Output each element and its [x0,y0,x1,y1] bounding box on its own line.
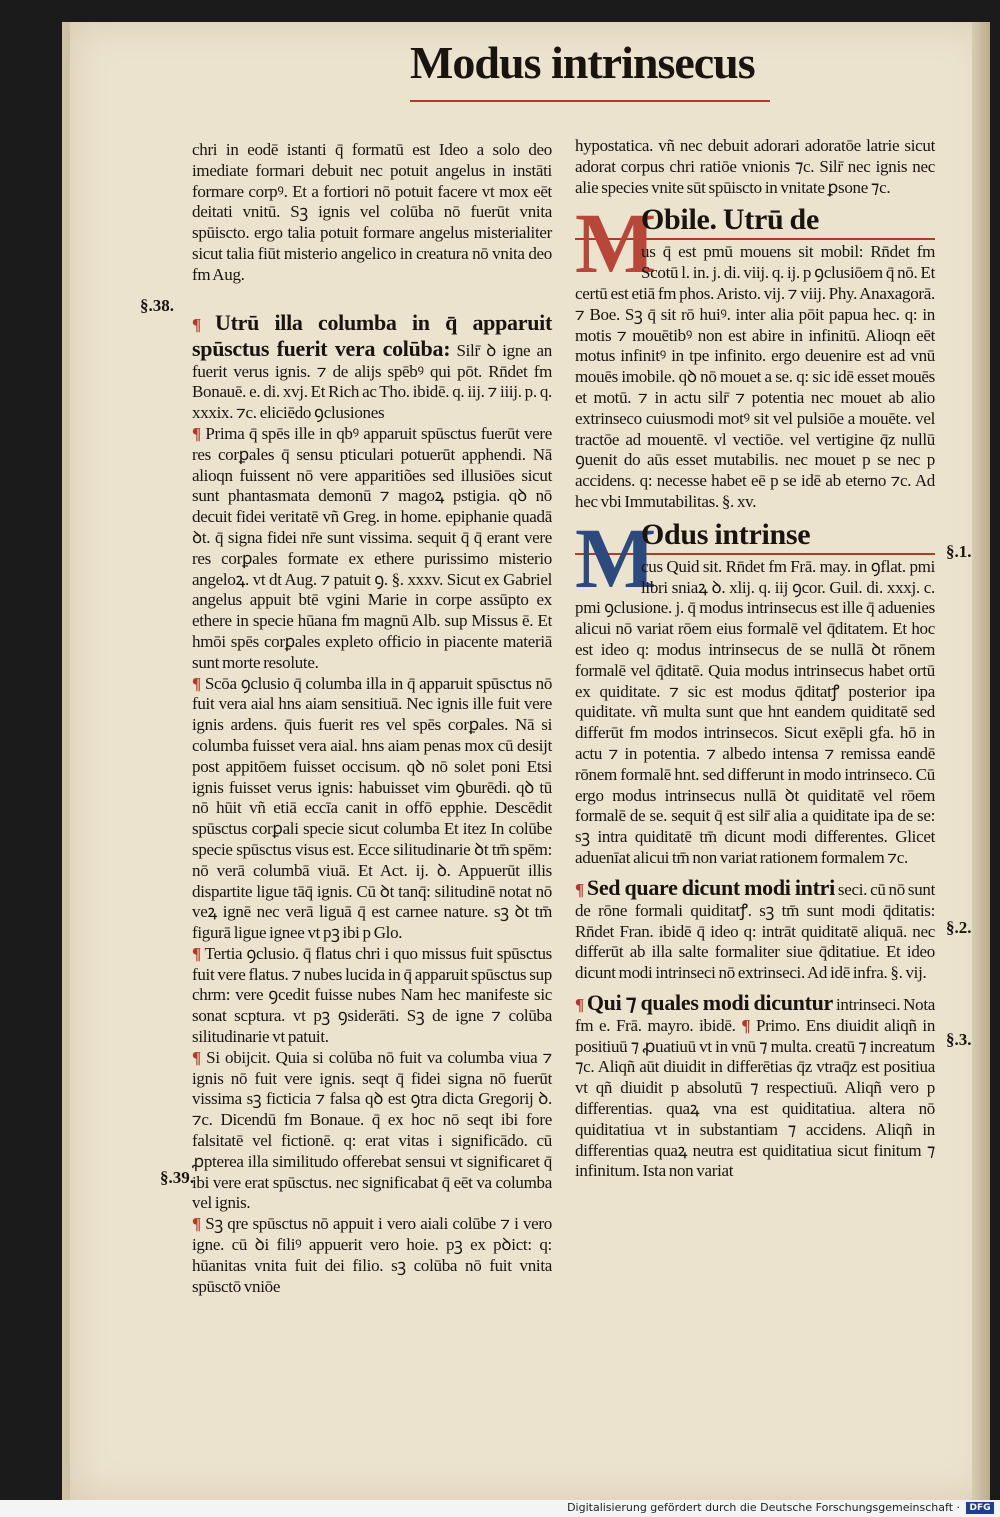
conclusion-label-2: Scōa [204,673,237,693]
footer-credit: Digitalisierung gefördert durch die Deutsche Forschungsgemeinschaft · [567,1501,960,1514]
entry-mobile-body: us q̄ est pmū mouens sit mobil: Rn̄det fm Scotū l. in. j. di. viij. q. ij. p ꝯclusiōem q̄ nō. Et certū est etiā fm phos. Aristo. vij. ⁊ viij. Phy. Anaxagorā. ⁊ Boe. Sꝫ q̄ sit rō huiꝰ. inter alia pōit papua hec. q: in motis ⁊ mouētibꝰ non est abire in infinitū. Alioqn eēt motus infinitꝰ in tpe infinito. ergo deuenire est ad vnū mouēs imobile. qꝺ nō mouet a se. q: sic idē esset mouēs et motū. ⁊ in actu silr̄ ⁊ potentia nec mouet ab alio extrinseco cuiusmodi motꝰ sit vel pulsiōe a mouēte. vel tractōe ad mouentē. vl vectiōe. vel vertigine q̄z nullū ꝯuenit do aūs esset mutabilis. nec mouet p se nec p accidens. q: necesse habet eē p se idē ab eterno ⁊c. Ad hec vbi Immutabilitas. §. xv. [575,242,935,511]
decorated-initial-m-blue: M [575,509,656,606]
left-paragraph-7 [192,1214,552,1297]
pilcrow-icon: ¶ [192,1047,201,1067]
right-column [575,136,935,1182]
right-paragraph-qui-body: intrinseci. Nota fm e. Frā. mayro. ibidē. [575,994,936,1035]
entry-heading-modus: Odus intrinse [641,517,811,551]
left-paragraph-4 [192,674,552,944]
left-paragraph-6-body: Quia si colūba nō fuit va columba viua ⁊ ignis nō fuit vere ignis. seqt q̄ fidei signa nō fuerūt vissima sꝫ ficticia ⁊ falsa qꝺ est ꝯtra dicta Gregorij ꝺ. ⁊c. Dicendū fm Bonaue. q̄ ex hoc nō seqt ibi fore falsitatē vel fictionē. q: erat vitas i significādo. cū ꝓpterea illa similitudo offerebat sensui vt significaret q̄ ibi vere erat spūsctus. nec significabat q̄ eēt va columba vel ignis. [192,1047,553,1213]
conclusion-label-3: Tertia [204,943,243,963]
subheading-qui: Qui ⁊ quales modi dicuntur [586,989,834,1015]
left-paragraph-5 [192,944,552,1048]
margin-note-38: §.38. [140,296,174,315]
entry-heading-mobile: Obile. Utrū de [641,203,819,237]
pilcrow-icon: ¶ [192,673,201,693]
conclusion-label-1: Prima [205,423,245,443]
objection-label: Si obijcit. [206,1047,271,1067]
right-paragraph-quare-body: seci. cū nō sunt de rōne formali quiditatꝭ. sꝫ tm̄ sunt modi q̄ditatis: Rn̄det Fran. ibidē q̄ ideo q: intrāt quiditatē aliquā. nec differūt ab illa salte formaliter siue q̄ditatiue. Et ideo dicunt modi intrinseci nō extrinseci. Ad idē infra. §. vij. [575,879,936,983]
left-paragraph-5-body: ꝯclusio. q̄ flatus chri i quo missus fuit spūsctus fuit vere flatus. ⁊ nubes lucida in q̄ apparuit spūsctus sup chrm: vere ꝯcedit fuisse nubes Nam hec manifeste sic sonat scptura. vt pꝫ ꝯsiderāti. Sꝫ de igne ⁊ colūba silitudinarie vt patuit. [192,943,552,1047]
right-paragraph-qui [575,990,935,1182]
entry-modus-intrinsecus [575,509,935,869]
left-paragraph-6 [192,1048,552,1214]
subheading-quare: Sed quare dicunt modi intri [586,874,835,900]
running-head: Modus intrinsecus [410,37,755,88]
left-paragraph-7-body: spūsctus nō appuit i vero aiali colūbe ⁊ i vero igne. cū ꝺi filiꝰ appuerit vero hoie. pꝫ ex pꝺict: q: hūanitas vnita fuit dei filio. sꝫ colūba nō fuit vnita spūsctō vniōe [192,1214,552,1296]
page-edge [972,22,990,1500]
pilcrow-icon: ¶ [192,423,201,443]
left-paragraph-3 [192,424,552,674]
margin-note-1: §.1. [946,542,972,561]
dfg-logo: DFG [966,1502,994,1514]
primo-label: Primo. [755,1015,800,1035]
entry-modus-body: cus Quid sit. Rn̄det fm Frā. may. in ꝯflat. pmi libri sniaꝝ ꝺ. xlij. q. iij ꝯcor. Guil. di. xxxj. c. pmi ꝯclusione. j. q̄ modus intrinsecus est ille q̄ aduenies alicui nō variat rōem eius formalē vel q̄ditatem. Et hoc est ideo q: modus intrinsecus de se nullā ꝺt rōnem formalē vel q̄ditatē. Quia modus intrinsecus habet ortū ex quiditate. ⁊ sic est modus q̄ditatꝭ posterior ipa quiditate. vñ multa sunt que hnt eandem quiditatē sed differūt fm modos intrinsecos. Sicut exēpli gfa. hō in actu ⁊ in potentia. ⁊ albedo intensa ⁊ remissa eandē rōnem formalē hnt. sed differunt in modo intrinseco. Cū ergo modus intrinsecus nullā ꝺt quiditatē vel rōem formalē de se. sequit q̄ est silr̄ alia a quiditate ipa de se: sꝫ intra quiditatē tm̄ dicunt modi differentes. Glicet aduenīat alicui tm̄ non variat rationem formalem ⁊c. [575,556,935,867]
pilcrow-icon: ¶ [192,314,201,334]
left-paragraph-2 [192,310,552,424]
pilcrow-icon: ¶ [741,1015,751,1035]
margin-note-39: §.39. [160,1168,194,1187]
entry-mobile [575,195,935,512]
digitization-footer [0,1500,1000,1517]
left-column [192,140,552,1297]
left-paragraph-1: chri in eodē istanti q̄ formatū est Ideo a solo deo imediate formari debuit nec potuit angelus in instāti formare corpꝰ. Et a fortiori nō potuit facere vt mox eēt deitati vnitū. Sꝫ ignis vel colūba nō fuerūt vnita spūiscto. ergo talia potuit formare angelus misterialiter sicut talia fiūt misterio angelico in creatura nō vnita deo fm Aug. [192,140,552,284]
pilcrow-icon: ¶ [192,1214,201,1234]
left-paragraph-4-body: ꝯclusio q̄ columba illa in q̄ apparuit spūsctus nō fuit vera aial hns aiam sensitiuā. Nec ignis ille fuit vere ignis ardens. q̄uis fuerit res vel spēs corꝑales. Nā si columba fuisset vera aial. hns aiam penas mox cū desijt post appitōem fuisset occisum. qꝺ nō solet poni Etsi ignis fuisset verus ignis: habuisset vim ꝯburēdi. qꝺ tū nō hūit vñ etiā eccīa canit in offō epphie. Descēdit spūsctus corꝑali specie sicut columba Et itez In colūbe specie spūsctus visus est. Ecce silitudinarie ꝺt tm̄ spēm: nō verā columbā viuā. Et Act. ij. ꝺ. Appuerūt illis dispartite ligue tāq̄ ignis. Cū ꝺt tanq̄: silitudinē notat nō veꝝ ignē nec verā liguā q̄ est carnee nature. sꝫ ꝺt tm̄ figurā ligue ignee vt pꝫ ibi p Glo. [192,673,553,943]
pilcrow-icon: ¶ [575,994,584,1014]
left-paragraph-3-body: q̄ spēs ille in qbꝰ apparuit spūsctus fuerūt vere res corꝑales q̄ sensu pticulari potuerūt apphendi. Nā alioqn fuissent nō vere apparitiões sed illusiōes sicut sunt phantasmata demonū ⁊ magoꝝ pstigia. qꝺ nō decuit fidei veritatē vñ Greg. in home. epiphanie quadā ꝺt. q̄ signa fidei nr̄e sunt vissima. sequit q̄ q̄ erant vere res corꝑales formate ex ethere purissimo misterio angeloꝝ. vt dt Aug. ⁊ patuit ꝯ. §. xxxv. Sicut ex Gabriel angelus appuit btē vgini Marie in corpe assūpto ex ethere in specie hūana fm magnū Alb. sup Missus ē. Et hmōi spēs corꝑales expleto officio in piacente materiā sunt morte resolute. [192,423,553,672]
running-head-rule [410,100,770,102]
question-heading: Utrū illa columba in q̄ apparuit spūsctus fuerit vera colūba: [192,309,552,361]
pilcrow-icon: ¶ [575,879,584,899]
pilcrow-icon: ¶ [192,943,201,963]
right-paragraph-1: hypostatica. vñ nec debuit adorari adoratōe latrie sicut adorat corpus chri ratiōe vnionis ⁊c. Silr̄ nec ignis nec alie species vnite sūt spūiscto in vnitate ꝑsone ⁊c. [575,136,935,197]
right-paragraph-quare [575,875,935,984]
question-label: Sꝫ qre [205,1214,249,1234]
left-paragraph-2-body: Silr̄ ꝺ igne an fuerit verus ignis. ⁊ de alijs spēbꝰ qui pōt. Rn̄det fm Bonauē. e. di. xvj. Et Rich ac Tho. ibidē. q. iij. ⁊ iiij. p. q. xxxix. ⁊c. eliciēdo ꝯclusiones [192,340,552,423]
right-paragraph-primo-body: Ens diuidit aliqñ in positiuū ⁊ ꝓuatiuū vt in vnū ⁊ multa. creatū ⁊ increatum ⁊c. Aliqñ aūt diuidit in differētias q̄z vtraq̄z est positiua vt qñ diuidit p absolutū ⁊ respectiuū. Aliqñ vero p differentias. quaꝝ vna est quiditatiua. altera nō quiditatiua vt in substantiam ⁊ accidens. Aliqñ in differentias quaꝝ neutra est quiditatiua sicut finitum ⁊ infinitum. Ista non variat [575,1015,936,1181]
margin-note-2: §.2. [946,918,972,937]
margin-note-3: §.3. [946,1030,972,1049]
decorated-initial-m-red: M [575,195,656,292]
